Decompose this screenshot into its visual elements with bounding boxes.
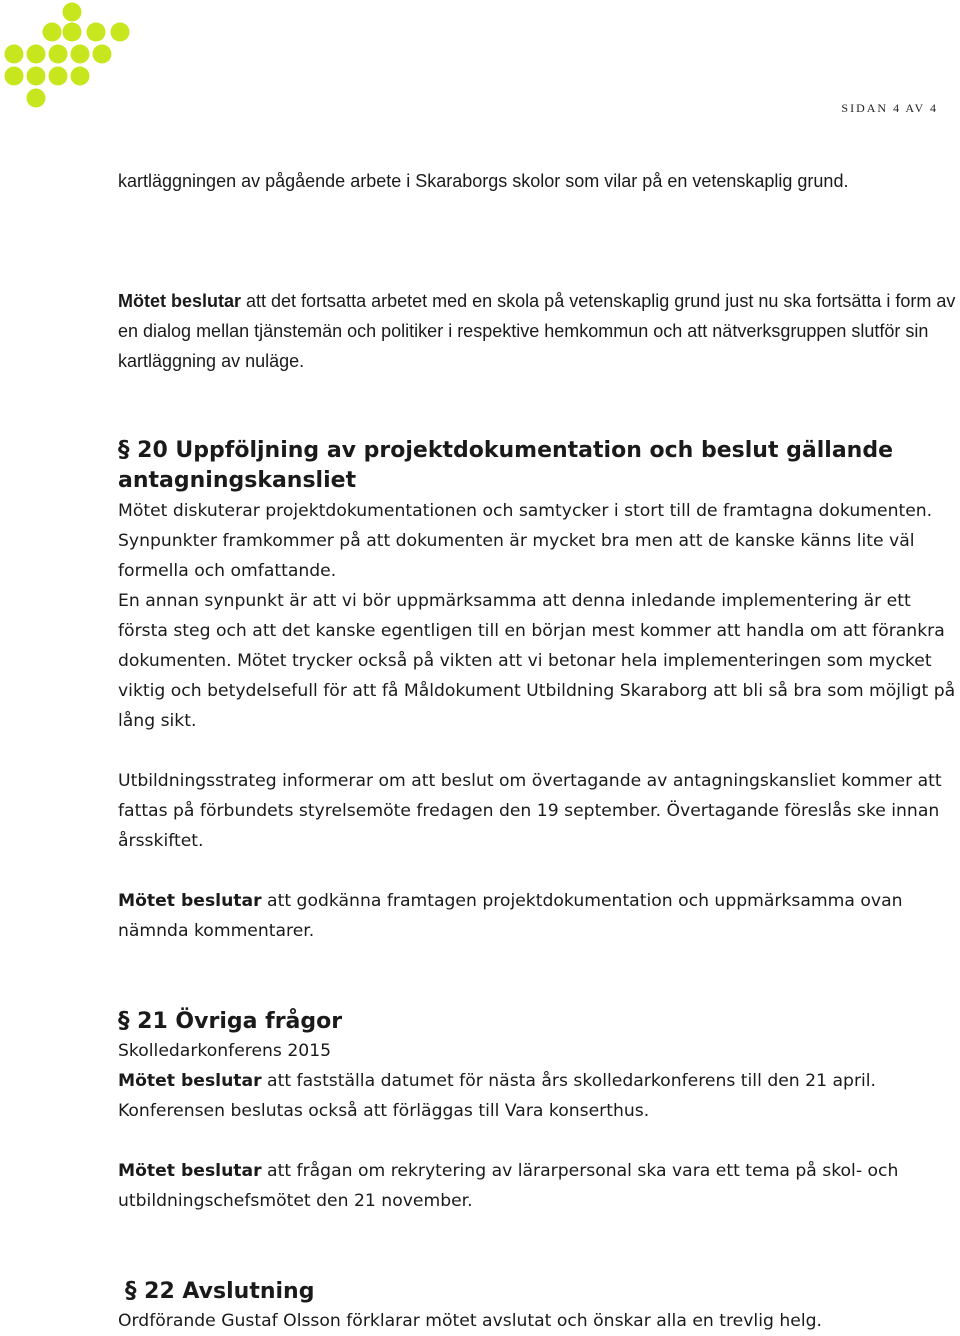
section-symbol: §: [118, 437, 130, 463]
section-22-paragraph: Ordförande Gustaf Olsson förklarar mötet avslutat och önskar alla en trevlig helg.: [118, 1311, 822, 1331]
section-20-heading: [118, 435, 960, 496]
section-20-paragraph-1: Mötet diskuterar projektdokumentationen och samtycker i stort till de framtagna dokumenten. Synpunkter framkommer på att dokumenten är mycket bra men att de kanske känns lite väl formella och omfattande.: [118, 501, 933, 581]
section-20-title: 20 Uppföljning av projektdokumentation och beslut gällande antagningskansliet: [118, 438, 893, 493]
decision-label: Mötet beslutar: [118, 891, 262, 911]
section-21-title: 21 Övriga frågor: [129, 1009, 343, 1034]
section-21-heading: [118, 1006, 960, 1037]
section-22-heading: [125, 1276, 960, 1307]
section-22-title: 22 Avslutning: [136, 1279, 315, 1304]
section-20-paragraph-3: Utbildningsstrateg informerar om att beslut om övertagande av antagningskansliet kommer att fattas på förbundets styrelsemöte fredagen den 19 september. Övertagande föreslås ske innan årsskiftet.: [118, 771, 942, 851]
section-21-subheading: Skolledarkonferens 2015: [118, 1041, 332, 1061]
section-symbol: §: [118, 1008, 130, 1034]
organization-logo: [0, 0, 135, 112]
decision-label: Mötet beslutar: [118, 291, 242, 311]
section-symbol: §: [125, 1278, 137, 1304]
paragraph-intro: [118, 166, 960, 196]
decision-label: Mötet beslutar: [118, 1071, 262, 1091]
decision-text: att godkänna framtagen projektdokumentation och uppmärksamma ovan nämnda kommentarer.: [118, 891, 903, 941]
decision-label: Mötet beslutar: [118, 1161, 262, 1181]
section-21-decision-1: [118, 1066, 960, 1126]
decision-text: att det fortsatta arbetet med en skola på vetenskaplig grund just nu ska fortsätta i form av en dialog mellan tjänstemän och politiker i respektive hemkommun och att nätverksgruppen slutför sin kartläggning av nuläge.: [118, 291, 956, 371]
decision-text: att frågan om rekrytering av lärarpersonal ska vara ett tema på skol- och utbildningschefsmötet den 21 november.: [118, 1161, 899, 1211]
paragraph-intro-text: kartläggningen av pågående arbete i Skaraborgs skolor som vilar på en vetenskaplig grund.: [118, 171, 849, 191]
section-21-decision-2: [118, 1156, 960, 1216]
decision-text: att fastställa datumet för nästa års skolledarkonferens till den 21 april. Konferensen beslutas också att förläggas till Vara konserthus.: [118, 1071, 877, 1121]
page-number: SIDAN 4 AV 4: [841, 101, 938, 115]
section-20-paragraph-2: En annan synpunkt är att vi bör uppmärksamma att denna inledande implementering är ett första steg och att det kanske egentligen till en början mest kommer att handla om att förankra dokumenten. Mötet trycker också på vikten att vi betonar hela implementeringen som mycket viktig och betydelsefull för att få Måldokument Utbildning Skaraborg att bli så bra som möjligt på lång sikt.: [118, 591, 956, 731]
paragraph-decision: [118, 286, 960, 376]
section-20-decision: [118, 886, 960, 946]
